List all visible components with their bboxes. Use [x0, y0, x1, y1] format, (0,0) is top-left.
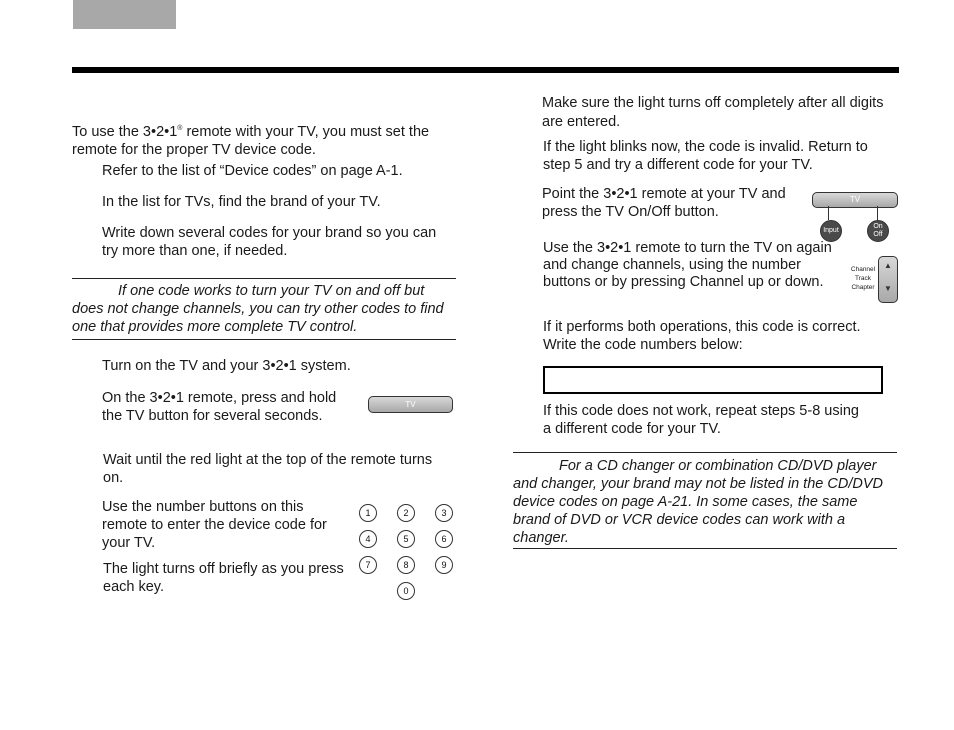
- intro-text: To use the 3•2•1® remote with your TV, you must set the remote for the proper TV device code.: [72, 123, 430, 158]
- header-tab: [73, 0, 176, 29]
- keypad-8: 8: [397, 556, 415, 574]
- keypad-7: 7: [359, 556, 377, 574]
- right-note-bottom-rule: [513, 548, 897, 549]
- header-rule: [72, 67, 899, 73]
- correct-code-text: If it performs both operations, this code is correct. Write the code numbers below:: [543, 319, 861, 353]
- blink-note: If the light blinks now, the code is invalid. Return to step 5 and try a different code for your TV.: [543, 139, 868, 173]
- step-3: Write down several codes for your brand so you can try more than one, if needed.: [102, 225, 437, 259]
- keypad-9: 9: [435, 556, 453, 574]
- on-off-button-illustration: On Off: [867, 220, 889, 242]
- keypad-5: 5: [397, 530, 415, 548]
- up-arrow-icon: ▲: [884, 261, 892, 270]
- right-note-top-rule: [513, 452, 897, 453]
- step-5-sub: Wait until the red light at the top of the remote turns on.: [103, 452, 433, 486]
- remote-tv-button: TV: [812, 192, 898, 208]
- changer-note: For a CD changer or combination CD/DVD player and changer, your brand may not be listed in the CD/DVD device codes on page A-21. In some cases, the same brand of DVD or VCR device codes can work with a changer.: [513, 458, 883, 546]
- input-button-illustration: Input: [820, 220, 842, 242]
- keypad-0: 0: [397, 582, 415, 600]
- step-6: Use the number buttons on this remote to enter the device code for your TV.: [102, 499, 327, 551]
- code-entry-box: [543, 366, 883, 394]
- channel-labels: Channel Track Chapter: [850, 266, 876, 291]
- keypad-6: 6: [435, 530, 453, 548]
- note-bottom-rule: [72, 339, 456, 340]
- keypad-4: 4: [359, 530, 377, 548]
- step-6-continued: Make sure the light turns off completely after all digits are entered.: [542, 95, 884, 130]
- remote-connector-right: [877, 206, 878, 220]
- remote-connector-left: [828, 206, 829, 220]
- step-1: Refer to the list of “Device codes” on page A-1.: [102, 163, 403, 179]
- step-8: Use the 3•2•1 remote to turn the TV on again and change channels, using the number buttons or by pressing Channel up or down.: [543, 240, 832, 290]
- step-6-sub: The light turns off briefly as you press each key.: [103, 561, 344, 595]
- step-5: On the 3•2•1 remote, press and hold the TV button for several seconds.: [102, 390, 337, 424]
- keypad-3: 3: [435, 504, 453, 522]
- note-top-rule: [72, 278, 456, 279]
- keypad-1: 1: [359, 504, 377, 522]
- step-4: Turn on the TV and your 3•2•1 system.: [102, 358, 351, 374]
- repeat-text: If this code does not work, repeat steps 5-8 using a different code for your TV.: [543, 403, 859, 437]
- down-arrow-icon: ▼: [884, 284, 892, 293]
- tip-note: If one code works to turn your TV on and off but does not change channels, you can try other codes to find one that provides more complete TV control.: [72, 283, 444, 335]
- step-2: In the list for TVs, find the brand of your TV.: [102, 194, 381, 210]
- tv-button-illustration: TV: [368, 396, 453, 413]
- channel-rocker-illustration: [878, 256, 898, 303]
- step-7: Point the 3•2•1 remote at your TV and press the TV On/Off button.: [542, 186, 786, 220]
- keypad-2: 2: [397, 504, 415, 522]
